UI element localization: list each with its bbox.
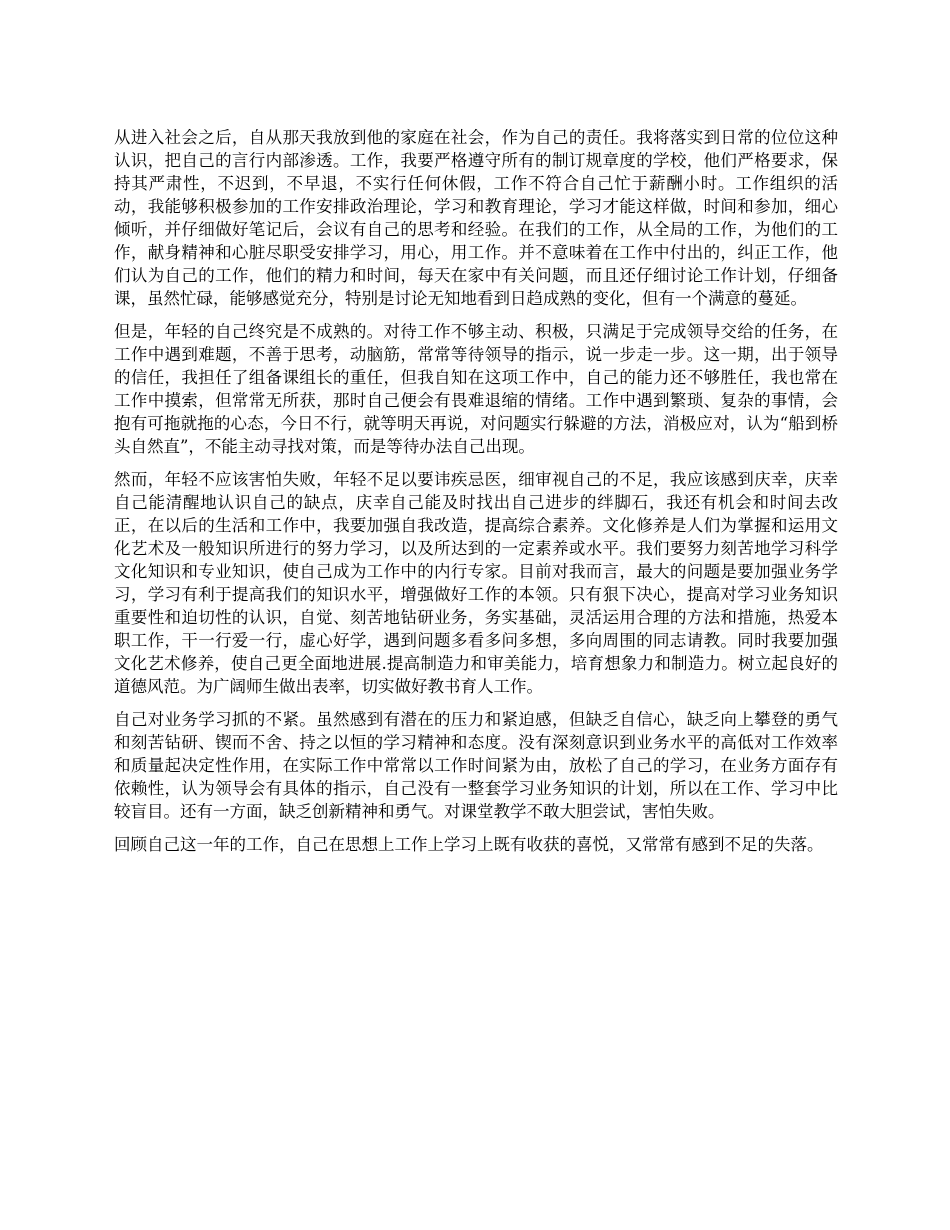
paragraph-5: 回顾自己这一年的工作，自己在思想上工作上学习上既有收获的喜悦，又常常有感到不足的失落。: [114, 835, 824, 854]
paragraph-3: 然而，年轻不应该害怕失败，年轻不足以要讳疾忌医，细审视自己的不足，我应该感到庆幸，庆幸自己能清醒地认识自己的缺点，庆幸自己能及时找出自己进步的绊脚石，我还有机会和时间去改正，在以后的生活和工作中，我要加强自我改造，提高综合素养。文化修养是人们为掌握和运用文化艺术及一般知识所进行的努力学习，以及所达到的一定素养或水平。我们要努力刻苦地学习科学文化知识和专业知识，使自己成为工作中的内行专家。目前对我而言，最大的问题是要加强业务学习，学习有利于提高我们的知识水平，增强做好工作的本领。只有狠下决心，提高对学习业务知识重要性和迫切性的认识，自觉、刻苦地钻研业务，务实基础，灵活运用合理的方法和措施，热爱本职工作，干一行爱一行，虚心好学，遇到问题多看多问多想，多向周围的同志请教。同时我要加强文化艺术修养，使自己更全面地进展.提高制造力和审美能力，培育想象力和制造力。树立起良好的道德风范。为广阔师生做出表率，切实做好教书育人工作。: [114, 470, 838, 696]
document-body: [114, 126, 838, 866]
paragraph-2: 但是，年轻的自己终究是不成熟的。对待工作不够主动、积极，只满足于完成领导交给的任务，在工作中遇到难题，不善于思考，动脑筋，常常等待领导的指示，说一步走一步。这一期，出于领导的信任，我担任了组备课组长的重任，但我自知在这项工作中，自己的能力还不够胜任，我也常在工作中摸索，但常常无所获，那时自己便会有畏难退缩的情绪。工作中遇到繁琐、复杂的事情，会抱有可拖就拖的心态，今日不行，就等明天再说，对问题实行躲避的方法，消极应对，认为“船到桥头自然直”，不能主动寻找对策，而是等待办法自己出现。: [114, 322, 838, 456]
paragraph-4: 自己对业务学习抓的不紧。虽然感到有潜在的压力和紧迫感，但缺乏自信心，缺乏向上攀登的勇气和刻苦钻研、锲而不舍、持之以恒的学习精神和态度。没有深刻意识到业务水平的高低对工作效率和质量起决定性作用，在实际工作中常常以工作时间紧为由，放松了自己的学习，在业务方面存有依赖性，认为领导会有具体的指示，自己没有一整套学习业务知识的计划，所以在工作、学习中比较盲目。还有一方面，缺乏创新精神和勇气。对课堂教学不敢大胆尝试，害怕失败。: [114, 710, 838, 821]
paragraph-1: 从进入社会之后，自从那天我放到他的家庭在社会，作为自己的责任。我将落实到日常的位位这种认识，把自己的言行内部渗透。工作，我要严格遵守所有的制订规章度的学校，他们严格要求，保持其严肃性，不迟到，不早退，不实行任何休假，工作不符合自己忙于薪酬小时。工作组织的活动，我能够积极参加的工作安排政治理论，学习和教育理论，学习才能这样做，时间和参加，细心倾听，并仔细做好笔记后，会议有自己的思考和经验。在我们的工作，从全局的工作，为他们的工作，献身精神和心脏尽职受安排学习，用心，用工作。并不意味着在工作中付出的，纠正工作，他们认为自己的工作，他们的精力和时间，每天在家中有关问题，而且还仔细讨论工作计划，仔细备课，虽然忙碌，能够感觉充分，特别是讨论无知地看到日趋成熟的变化，但有一个满意的蔓延。: [114, 128, 838, 308]
